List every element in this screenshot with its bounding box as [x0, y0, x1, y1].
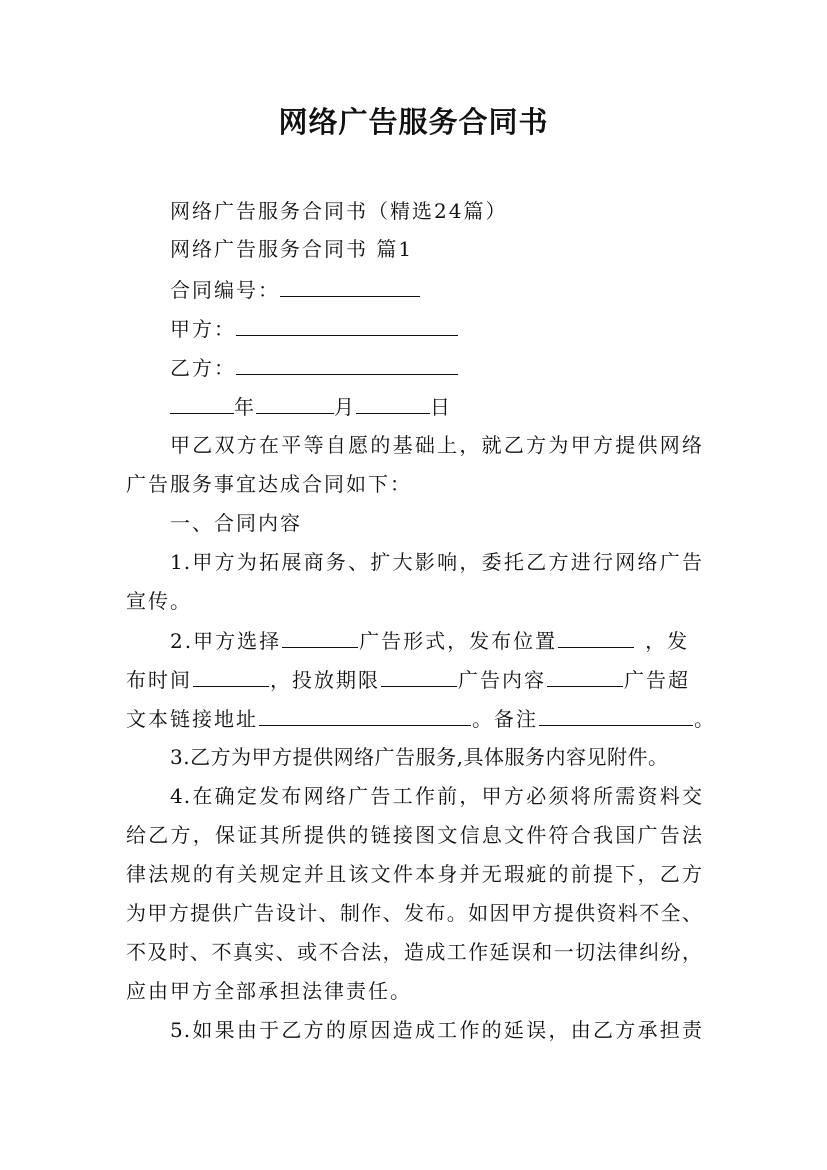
- clause-3-line-1: 3.乙方为甲方提供网络广告服务,具体服务内容见附件。: [170, 745, 669, 769]
- party-b-row: [170, 354, 458, 381]
- contract-number-blank: [280, 276, 420, 297]
- remarks-blank: [539, 705, 693, 726]
- clause-4-line-1: 4.在确定发布网络广告工作前，甲方必须将所需资料交: [170, 784, 703, 808]
- day-label: 日: [430, 395, 452, 419]
- year-blank: [170, 393, 234, 414]
- clause-1-line-1: 1.甲方为拓展商务、扩大影响，委托乙方进行网络广告: [170, 550, 703, 574]
- party-b-blank: [236, 354, 458, 375]
- clause-2-line-2: 布时间 ，投放期限 广告内容 广告超: [126, 668, 690, 692]
- clause-4-line-6: 应由甲方全部承担法律责任。: [126, 979, 412, 1003]
- section-1-heading: 一、合同内容: [170, 511, 302, 535]
- day-blank: [356, 393, 430, 414]
- hyperlink-blank: [259, 705, 471, 726]
- year-label: 年: [234, 395, 256, 419]
- document-subtitle: 网络广告服务合同书（精选24篇）: [170, 199, 508, 223]
- party-b-label: 乙方：: [170, 356, 236, 380]
- contract-number-label: 合同编号：: [170, 278, 280, 302]
- article-heading: 网络广告服务合同书 篇1: [170, 237, 414, 261]
- clause-4-line-3: 律法规的有关规定并且该文件本身并无瑕疵的前提下，乙方: [126, 862, 703, 886]
- clause-4-line-2: 给乙方，保证其所提供的链接图文信息文件符合我国广告法: [126, 823, 703, 847]
- intro-line-2: 广告服务事宜达成合同如下：: [126, 472, 412, 496]
- party-a-blank: [236, 315, 458, 336]
- month-blank: [256, 393, 334, 414]
- ad-content-blank: [547, 666, 623, 687]
- clause-1-line-2: 宣传。: [126, 589, 192, 613]
- date-row: [170, 393, 452, 420]
- intro-line-1: 甲乙双方在平等自愿的基础上，就乙方为甲方提供网络: [170, 433, 703, 457]
- party-a-label: 甲方：: [170, 317, 236, 341]
- clause-4-line-5: 不及时、不真实、或不合法，造成工作延误和一切法律纠纷，: [126, 940, 703, 964]
- month-label: 月: [334, 395, 356, 419]
- publish-time-blank: [193, 666, 269, 687]
- document-title: 网络广告服务合同书: [278, 105, 549, 139]
- party-a-row: [170, 315, 458, 342]
- clause-4-line-4: 为甲方提供广告设计、制作、发布。如因甲方提供资料不全、: [126, 901, 703, 925]
- clause-5-line-1: 5.如果由于乙方的原因造成工作的延误，由乙方承担责: [170, 1018, 703, 1042]
- placement-blank: [558, 627, 634, 648]
- ad-format-blank: [282, 627, 358, 648]
- clause-2-line-1: 2.甲方选择 广告形式，发布位置 ，发: [170, 629, 690, 653]
- duration-blank: [381, 666, 457, 687]
- clause-2-line-3: 文本链接地址 。备注 。: [126, 707, 716, 731]
- contract-number-row: [170, 276, 420, 303]
